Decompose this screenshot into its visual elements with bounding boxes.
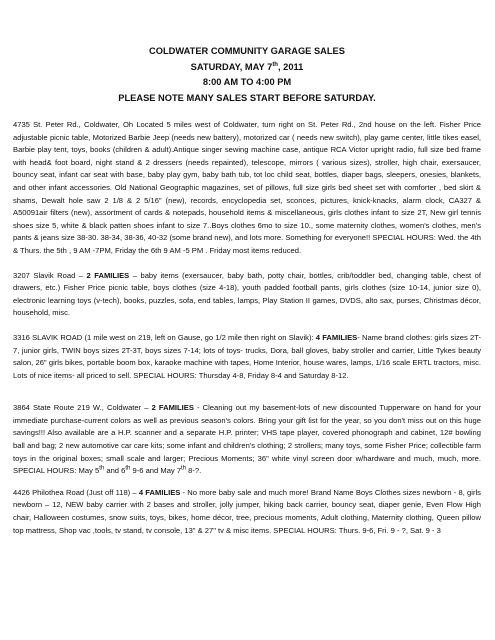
sale-time: 8:00 AM TO 4:00 PM xyxy=(202,77,292,87)
entry-hours: 8-?. xyxy=(186,466,202,476)
entry-hours: and 6 xyxy=(104,466,126,476)
entry-families: 2 FAMILIES xyxy=(86,270,130,280)
document-header xyxy=(13,44,481,106)
date-ordinal: th xyxy=(272,61,278,68)
entry-items: - No more baby sale and much more! Brand Name Boys Clothes sizes newborn - 8, girls newborn – 12, NEW baby carrier with 2 bases and stroller, jolly jumper, hiking back carrier, bouncy seat, diaper genie, Even Flow High chair, Halloween costumes, snow suits, toys, bikes, home décor, tree, precious moments, Adult clothing, Maternity clothing, Queen pillow top mattress, Shop vac ,tools, tv stand, tv console, 13" & 27" tv & misc items. SPECIAL HOURS: Thurs. 9-6, Fri. 9 - ?, Sat. 9 - 3 xyxy=(13,487,481,535)
entry-families: 4 FAMILIES xyxy=(315,332,358,342)
sale-entry xyxy=(13,402,481,478)
sale-date-year: , 2011 xyxy=(277,61,304,72)
sale-entry xyxy=(13,487,481,537)
entry-address: 3864 State Route 219 W., Coldwater – xyxy=(13,403,152,413)
entry-families: 4 FAMILIES xyxy=(138,487,181,497)
entry-items: - Cleaning out my basement-lots of new discounted Tupperware on hand for your immediate purchase-current colors as well as previous season's colors. Bring your gift list for the year, so you don't miss out on this huge savings!!! Also available are a H.P. scanner and a separate H.P. printer; VHS tape player, covered phonograph and cabinet, 12# bowling ball and bag; 2 new automotive car care kits; some infant and children's clothing; 2 strollers; many toys, some Fisher Price; collectible farm toys in the original boxes; small scale and larger; Precious Moments; 36" white vinyl screen door w/hardware and much, much, more. SPECIAL HOURS: May 5 xyxy=(13,403,481,476)
sale-entry xyxy=(13,270,481,320)
document-title: COLDWATER COMMUNITY GARAGE SALES xyxy=(149,46,345,56)
entry-address: 3316 SLAVIK ROAD (1 mile west on 219, left on Gause, go 1/2 mile then right on Slavik): xyxy=(13,332,316,342)
sale-date xyxy=(13,60,481,76)
sale-note: PLEASE NOTE MANY SALES START BEFORE SATURDAY. xyxy=(118,92,376,103)
entry-items: - Name brand clothes: girls sizes 2T-7, junior girls, TWIN boys sizes 2T-3T, boys sizes 7-14; lots of toys- trucks, Dora, ball gloves, baby stroller and carrier, Little Tykes beauty salon, 26" girls bikes, portable boom box, karaoke machine with tapes, Home Interior, house wares, lamps, 1/16 scale ERTL tractors, misc. Lots of nice items- all priced to sell. SPECIAL HOURS: Thursday 4-8, Friday 8-4 and Saturday 8-12. xyxy=(13,332,481,380)
sale-entry xyxy=(13,332,481,382)
ordinal: th xyxy=(125,465,131,472)
sale-entry: 4735 St. Peter Rd., Coldwater, Oh Located 5 miles west of Coldwater, turn right on St. Peter Rd., 2nd house on the left. Fisher Price adjustable picnic table, Motorized Barbie Jeep (needs new battery), motorized car ( needs new switch), play game center, little tikes easel, Barbie play tent, toys, books (children & adult).Antique singer sewing machine case, antique RCA Victor upright radio, full size bed frame with head& foot board, night stand & 2 dressers (needs repainted), telescope, mirrors ( various sizes), stroller, high chair, exersaucer, bouncy seat, infant car seat with base, baby play gym, baby bath tub, tot loc child seat, bottles, diaper bags, sleepers, onesies, blankets, and other infant accessories. Old National Geographic magazines, set of pillows, full size girls bed sheet set with comforter , bed skirt & shams, Dewalt hole saw 2 1/8 & 2 5/16" (new), records, encyclopedia set, sconces, pictures, knick-knacks, alarm clock, CA327 & A50091air filters (new), assortment of cards & notepads, household items & miscellaneous, girls clothes infant to size 2T, New girl tennis shoes size 5, white & black patten shoes infant to size 7..Boys clothes 6mo to size 10., some maternity clothes, women's clothes, men's pants & jeans size 38-30. 38-34, 38-36, 40-32 (some brand new), and lots more. Something for everyone!! SPECIAL HOURS: Wed. the 4th & Thurs. the 5th , 9 AM -7PM, Friday the 6th 9 AM -5 PM . Friday most items reduced. xyxy=(13,120,481,255)
ordinal: th xyxy=(181,465,187,472)
entry-hours: 9-6 and May 7 xyxy=(130,466,182,476)
ordinal: th xyxy=(99,465,105,472)
sale-date-text: SATURDAY, MAY 7 xyxy=(190,61,273,72)
entry-address: 3207 Slavik Road – xyxy=(13,270,87,280)
entry-families: 2 FAMILIES xyxy=(151,403,194,413)
entry-address: 4426 Philothea Road (Just off 118) – xyxy=(13,487,139,497)
entry-items: – baby items (exersaucer, baby bath, potty chair, bottles, crib/toddler bed, changing table, chest of drawers, etc.) Fisher Price picnic table, boys clothes (size 4-18), youth padded football pants, girls clothes (size 10-14, junior size 0), electronic learning toys (v-tech), books, puzzles, sofa, end tables, lamps, Play Station II games, DVDS, alto sax, purses, Christmas décor, household, misc. xyxy=(13,270,481,318)
